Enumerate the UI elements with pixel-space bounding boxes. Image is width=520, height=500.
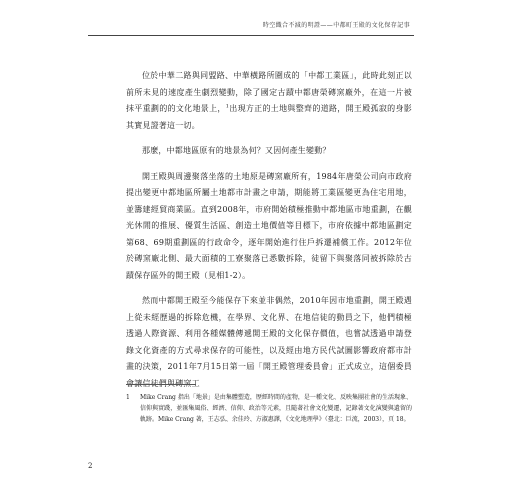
running-header: 時空織合不減的明證——中都町王殿的文化保存記事 <box>262 22 410 29</box>
paragraph-1-text: 位於中華二路與同盟路、中華橫路所圍成的「中都工業區」，此時此刻正以前所未見的速度產生劇烈變動，除了國定古蹟中都唐榮磚窯廠外，在這一片被抹平重劃的的文化地景上， <box>126 71 412 113</box>
paragraph-3: 開王殿與周邊聚落坐落的土地原是磚窯廠所有，1984年唐榮公司向市政府提出變更中都地區所屬土地都市計畫之申請，期能將工業區變更為住宅用地，並籌建經貿商業區。直到2008年，市府開始積極推動中都地區市地重劃，在觀光休閒的推展、優質生活區、創造土地價值等目標下，市府依據中都地區劃定第68、69期重劃區的行政命令，逐年開始進行住戶拆遷補償工作。2012年位於磚窯廠北側、最大面積的工寮聚落已悉數拆除，徒留下與聚落同被拆除於古蹟保存區外的開王殿（見相1-2）。 <box>126 171 412 280</box>
body-text <box>126 68 412 401</box>
footnote-text: Mike Crang 指出「地景」是由集體塑造，歷經時間的產物，是一種文化、反映集團社會的生活現象、信仰與實踐，並匯集風俗、經濟、信仰、政治等元素，且隨著社會文化變遷，記錄著文化演變與遺留的軌跡。Mike Crang 著，王志弘、余佳玲、方淑惠譯，《文化地理學》（臺北：巨流，2003），頁 18。 <box>140 394 412 423</box>
paragraph-1 <box>126 68 412 134</box>
footnote-ref-1: 1 <box>225 103 230 110</box>
paragraph-1-tail: 出現方正的土地與整齊的道路，開王殿孤寂的身影其實見證著這一切。 <box>126 104 412 130</box>
footnote-number: 1 <box>126 394 130 401</box>
paragraph-2: 那麼，中都地區原有的地景為何？又因何產生變動？ <box>142 146 331 155</box>
page-number: 2 <box>88 462 93 470</box>
paragraph-4: 然而中都開王殿至今能保存下來並非偶然，2010年因市地重劃，開王殿遇上從未經歷過的拆除危機，在學界、文化界、在地信徒的動員之下，他們積極透過人際資源、利用各種媒體傳遞開王殿的文化保存價值，也嘗試透過申請登錄文化資產的方式尋求保存的可能性，以及經由地方民代試圖影響政府都市計畫的決策，2011年7月15日第一屆「開王殿管理委員會」正式成立，這個委員會讓信徒們與磚窯工 <box>126 296 412 388</box>
header-rule <box>88 35 414 36</box>
footnote-rule <box>126 384 196 385</box>
footnote <box>126 392 412 425</box>
